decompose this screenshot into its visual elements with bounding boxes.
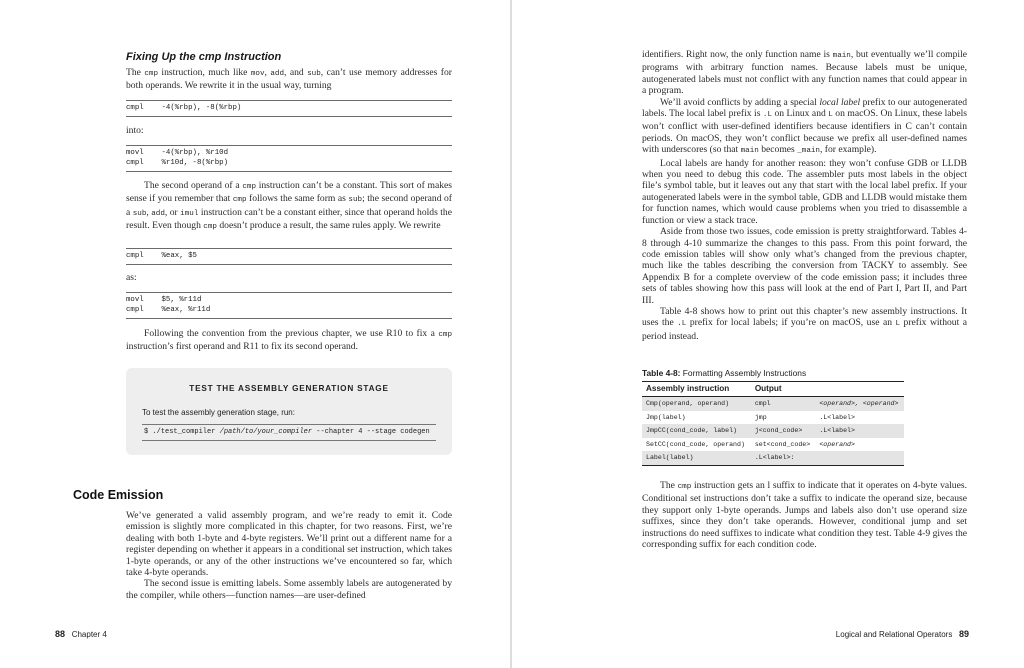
right-page <box>512 0 1024 668</box>
table-cell-instr: JmpCC(cond_code, label) <box>642 424 751 438</box>
table-header-row <box>642 382 904 397</box>
intro-paragraph: The cmp instruction, much like mov, add, and sub, can’t use memory addresses for both operands. We rewrite it in the usual way, turning <box>126 67 452 92</box>
table-cell-op: .L<label>: <box>751 451 816 465</box>
table-row <box>642 411 904 425</box>
table-cell-instr: Label(label) <box>642 451 751 465</box>
left-folio: 88 Chapter 4 <box>55 629 107 639</box>
callout-title: TEST THE ASSEMBLY GENERATION STAGE <box>189 384 389 393</box>
table-row <box>642 438 904 452</box>
table-cell-op: set<cond_code> <box>754 440 811 448</box>
table-row <box>642 397 904 411</box>
section-title: Fixing Up the cmp Instruction <box>126 51 282 63</box>
code-emission-body: We’ve generated a valid assembly program, and we’re ready to emit it. Code emission is slightly more complicated in this chapter, for two reasons. First, we’re dealing with both 1-byte and 4-byte registers. We’ll print out a different name for a register depending on whether it appears in a conditional set instruction, which takes 1-byte operands, or any of the other instructions we’ve encountered so far, which take 4-byte operands. The second issue is emitting labels. Some assembly labels are autogenerated by the compiler, while others—function names—are user-defined <box>126 510 452 601</box>
table-cell-instr: Jmp(label) <box>646 413 686 421</box>
right-folio: Logical and Relational Operators 89 <box>835 629 969 639</box>
convention-paragraph: Following the convention from the previous chapter, we use R10 to fix a cmp instruction’s first operand and R11 to fix its second operand. <box>126 328 452 353</box>
table-row <box>642 451 904 465</box>
into-label: into: <box>126 125 144 136</box>
table-header-output: Output <box>751 382 904 397</box>
test-command: $ ./test_compiler /path/to/your_compiler --chapter 4 --stage codegen <box>142 424 436 441</box>
table-caption: Table 4-8: Formatting Assembly Instructions <box>642 368 807 378</box>
table-cell-args: <operand>, <operand> <box>815 397 904 411</box>
table-cell-op: jmp <box>754 413 767 421</box>
table-row <box>642 424 904 438</box>
table-cell-op: cmpl <box>751 397 816 411</box>
table-cell-args: .L<label> <box>819 413 855 421</box>
callout-text: To test the assembly generation stage, run: <box>142 408 295 417</box>
code-block-2: movl -4(%rbp), %r10d cmpl %r10d, -8(%rbp) <box>126 145 452 172</box>
table-cell-op: j<cond_code> <box>751 424 816 438</box>
test-callout-box <box>126 368 452 455</box>
code-emission-heading: Code Emission <box>73 488 164 502</box>
table-cell-args: .L<label> <box>815 424 904 438</box>
code-block-1: cmpl -4(%rbp), -8(%rbp) <box>126 100 452 117</box>
formatting-table <box>642 381 904 466</box>
right-body-top: identifiers. Right now, the only function name is main, but eventually we’ll compile programs with arbitrary function names. Because labels must be unique, autogenerated labels must not conflict with any function names that could appear in a program. We’ll avoid conflicts by adding a special local label prefix to our autogenerated labels. The local label prefix is .L on Linux and L on macOS. On Linux, these labels won’t conflict with user-defined identifiers because identifiers in C can’t contain periods. On macOS, they won’t conflict because we prefix all user-defined names with underscores (so that main becomes _main, for example). Local labels are handy for another reason: they won’t confuse GDB or LLDB when you need to debug this code. The assembler puts most labels in the object file’s symbol table, but it leaves out any that start with the local label prefix. If your autogenerated labels were in the symbol table, GDB and LLDB would mistake them for function names, which would cause problems when you tried to disassemble a function or view a stack trace. Aside from those two issues, code emission is pretty straightforward. Tables 4-8 through 4-10 summarize the changes to this pass. From this point forward, the code emission tables will show only what’s changed from the previous chapter, much like the tables describing the conversion from TACKY to assembly. See Appendix B for a complete overview of the code emission pass; it includes three sets of tables showing how this pass will look at the end of Part I, Part II, and Part III. Table 4-8 shows how to print out this chapter’s new assembly instructions. It uses the .L prefix for local labels; if you’re on macOS, use an L prefix without a period instead. <box>642 49 968 342</box>
table-header-instruction: Assembly instruction <box>642 382 751 397</box>
code-block-4: movl $5, %r11d cmpl %eax, %r11d <box>126 292 452 319</box>
as-label: as: <box>126 272 137 283</box>
table-cell-args <box>815 451 904 465</box>
table-cell-instr: SetCC(cond_code, operand) <box>646 440 745 448</box>
code-block-3: cmpl %eax, $5 <box>126 248 452 265</box>
table-cell-args: <operand> <box>819 440 855 448</box>
table-cell-instr: Cmp(operand, operand) <box>642 397 751 411</box>
right-body-bottom: The cmp instruction gets an l suffix to indicate that it operates on 4-byte values. Conditional set instructions don’t take a suffix to indicate the operand size, because they support only 1-byte operands. Jumps and labels also don’t use operand size suffixes, since they don’t take operands. However, conditional jump and set instructions do need suffixes to indicate what condition they test. Table 4-9 gives the corresponding suffix for each condition code. <box>642 480 967 551</box>
left-page <box>0 0 511 668</box>
second-operand-paragraph: The second operand of a cmp instruction can’t be a constant. This sort of makes sense if you remember that cmp follows the same form as sub; the second operand of a sub, add, or imul instruction can’t be a constant either, since that operand holds the result. Even though cmp doesn’t produce a result, the same rules apply. We rewrite <box>126 180 452 232</box>
